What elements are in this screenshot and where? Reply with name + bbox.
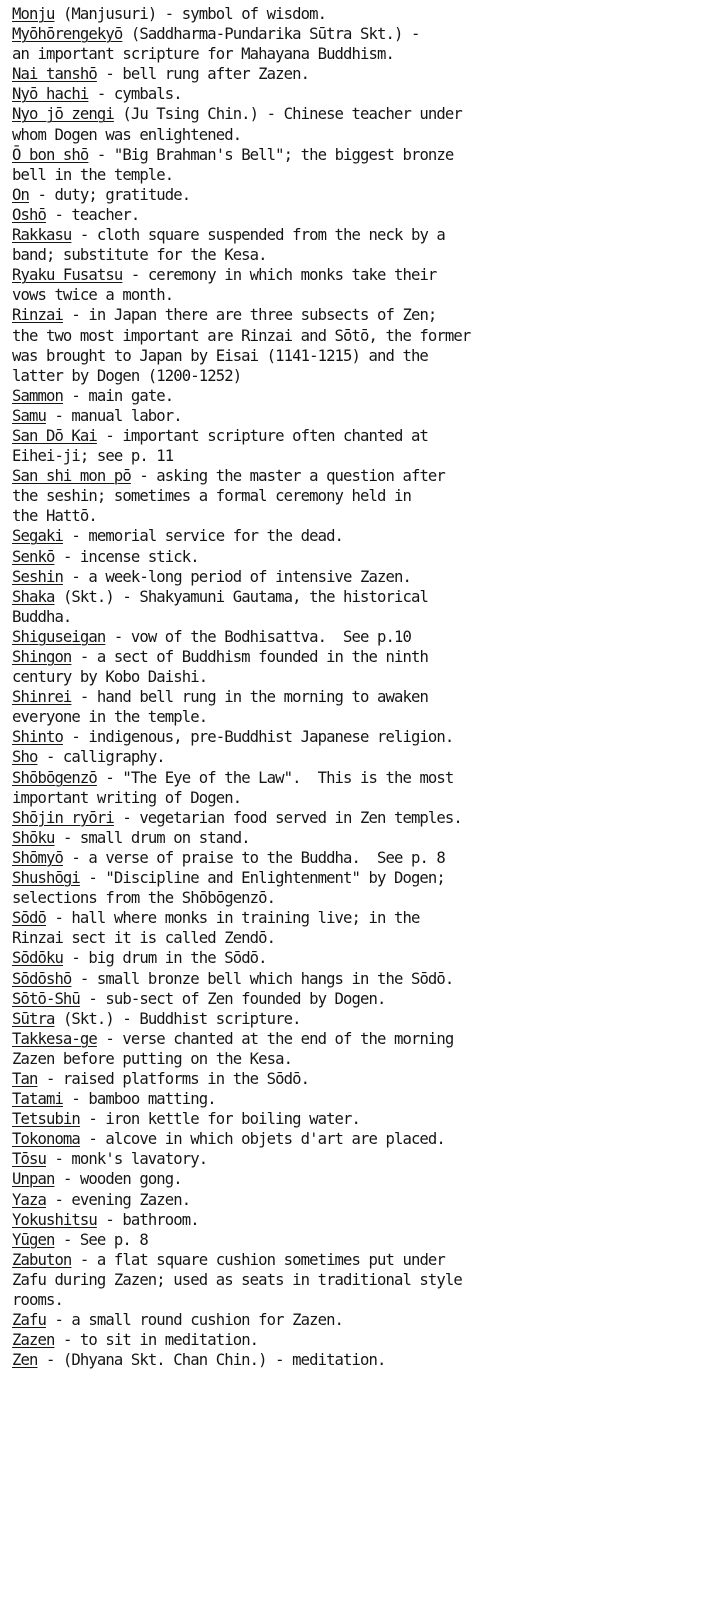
glossary-definition: - bamboo matting. — [62, 1090, 216, 1109]
glossary-definition-line: an important scripture for Mahayana Buddhism. — [12, 45, 394, 64]
glossary-definition: - indigenous, pre-Buddhist Japanese religion. — [62, 728, 454, 747]
glossary-entry-continuation — [12, 285, 705, 305]
glossary-entry — [12, 868, 705, 888]
glossary-term: Rakkasu — [12, 226, 72, 245]
glossary-term: Shinrei — [12, 688, 72, 707]
glossary-entry-continuation — [12, 245, 705, 265]
glossary-entry — [12, 1350, 705, 1370]
glossary-term: Sōdōshō — [12, 969, 72, 988]
glossary-term: Oshō — [12, 205, 46, 224]
glossary-definition-line: Zafu during Zazen; used as seats in traditional style — [12, 1270, 462, 1289]
glossary-entry — [12, 1029, 705, 1049]
glossary-term: Shōbōgenzō — [12, 768, 97, 787]
glossary-definition-line: band; substitute for the Kesa. — [12, 246, 267, 265]
glossary-entry — [12, 24, 705, 44]
glossary-definition: (Skt.) - Shakyamuni Gautama, the historical — [54, 587, 428, 606]
glossary-definition: - a flat square cushion sometimes put under — [71, 1250, 445, 1269]
glossary-entry — [12, 526, 705, 546]
glossary-entry — [12, 1310, 705, 1330]
glossary-definition: - a sect of Buddhism founded in the ninth — [71, 648, 428, 666]
glossary-definition: - alcove in which objets d'art are placed. — [79, 1130, 445, 1149]
glossary-definition: (Skt.) - Buddhist scripture. — [54, 1009, 301, 1028]
glossary-entry-continuation — [12, 446, 705, 466]
glossary-entry — [12, 647, 705, 667]
glossary-entry-continuation — [12, 1049, 705, 1069]
glossary-definition: - evening Zazen. — [45, 1190, 191, 1209]
glossary-definition-line: bell in the temple. — [12, 165, 174, 184]
glossary-definition: - vow of the Bodhisattva. See p.10 — [105, 627, 411, 646]
glossary-entry — [12, 1109, 705, 1129]
glossary-definition: - (Dhyana Skt. Chan Chin.) - meditation. — [37, 1351, 386, 1370]
glossary-entry-continuation — [12, 607, 705, 627]
glossary-entry — [12, 687, 705, 707]
glossary-definition: - main gate. — [62, 386, 174, 405]
glossary-definition: - vegetarian food served in Zen temples. — [113, 808, 462, 827]
glossary-definition: - a small round cushion for Zazen. — [45, 1311, 344, 1330]
glossary-entry-continuation — [12, 486, 705, 506]
glossary-entry — [12, 989, 705, 1009]
glossary-definition: - calligraphy. — [37, 748, 165, 767]
glossary-entry-continuation — [12, 506, 705, 526]
glossary-term: Myōhōrengekyō — [12, 25, 123, 44]
glossary-entry — [12, 1009, 705, 1029]
glossary-definition: - to sit in meditation. — [54, 1331, 259, 1350]
glossary-term: Yokushitsu — [12, 1210, 97, 1229]
glossary-term: Shōku — [12, 828, 55, 847]
glossary-definition: - cymbals. — [88, 85, 182, 104]
glossary-entry — [12, 4, 705, 24]
glossary-definition: - hall where monks in training live; in the — [45, 909, 420, 928]
glossary-entry — [12, 205, 705, 225]
glossary-entry-continuation — [12, 707, 705, 727]
glossary-term: Shinto — [12, 728, 63, 747]
glossary-term: Seshin — [12, 567, 63, 586]
glossary-term: Shingon — [12, 648, 72, 666]
glossary-entry — [12, 145, 705, 165]
glossary-entry — [12, 1149, 705, 1169]
glossary-definition: - raised platforms in the Sōdō. — [37, 1069, 310, 1088]
glossary-term: Tōsu — [12, 1150, 46, 1169]
glossary-entry-continuation — [12, 44, 705, 64]
glossary-entry — [12, 84, 705, 104]
glossary-definition: - a week-long period of intensive Zazen. — [62, 567, 411, 586]
glossary-definition: - a verse of praise to the Buddha. See p. 8 — [62, 848, 445, 867]
glossary-definition: - hand bell rung in the morning to awaken — [71, 688, 428, 707]
glossary-term: Shaka — [12, 587, 55, 606]
glossary-definition: - small drum on stand. — [54, 828, 250, 847]
glossary-entry-continuation — [12, 326, 705, 346]
glossary-term: Segaki — [12, 527, 63, 546]
glossary-entry — [12, 828, 705, 848]
glossary-entry — [12, 104, 705, 124]
glossary-term: Nyo jō zengi — [12, 105, 114, 124]
glossary-entry-continuation — [12, 1290, 705, 1310]
glossary-definition: - sub-sect of Zen founded by Dogen. — [79, 989, 386, 1008]
glossary-entry — [12, 1129, 705, 1149]
glossary-definition: (Saddharma-Pundarika Sūtra Skt.) - — [122, 25, 420, 44]
glossary-term: Zafu — [12, 1311, 46, 1330]
glossary-term: Ō bon shō — [12, 145, 89, 164]
glossary-term: Monju — [12, 5, 55, 23]
glossary-definition: - small bronze bell which hangs in the Sōdō. — [71, 969, 454, 988]
glossary-term: Yaza — [12, 1190, 46, 1209]
glossary-entry — [12, 948, 705, 968]
glossary-entry — [12, 386, 705, 406]
glossary-definition: (Ju Tsing Chin.) - Chinese teacher under — [113, 105, 462, 124]
glossary-entry — [12, 1169, 705, 1189]
glossary-entry — [12, 808, 705, 828]
glossary-definition-line: the Hattō. — [12, 507, 97, 526]
glossary-definition: - memorial service for the dead. — [62, 527, 344, 546]
glossary-entry — [12, 1089, 705, 1109]
glossary-entry — [12, 627, 705, 647]
glossary-entry-continuation — [12, 346, 705, 366]
glossary-definition-line: Zazen before putting on the Kesa. — [12, 1049, 293, 1068]
glossary-definition-line: the two most important are Rinzai and Sōtō, the former — [12, 326, 471, 345]
glossary-definition: - "The Eye of the Law". This is the most — [96, 768, 454, 787]
glossary-term: Ryaku Fusatsu — [12, 266, 123, 285]
glossary-entry — [12, 969, 705, 989]
glossary-entry — [12, 768, 705, 788]
glossary-term: On — [12, 185, 29, 204]
glossary-term: Sōtō-Shū — [12, 989, 80, 1008]
glossary-definition: - "Discipline and Enlightenment" by Dogen; — [79, 869, 445, 888]
glossary-entry — [12, 1210, 705, 1230]
glossary-entry — [12, 265, 705, 285]
glossary-term: Zabuton — [12, 1250, 72, 1269]
glossary-definition-line: selections from the Shōbōgenzō. — [12, 889, 276, 908]
glossary-term: Shiguseigan — [12, 627, 106, 646]
glossary-definition: - ceremony in which monks take their — [122, 266, 437, 285]
glossary-definition: - asking the master a question after — [130, 467, 445, 486]
glossary-definition-line: was brought to Japan by Eisai (1141-1215) and the — [12, 346, 428, 365]
glossary-term: Sōdō — [12, 909, 46, 928]
glossary-definition: - wooden gong. — [54, 1170, 182, 1189]
glossary-entry — [12, 1069, 705, 1089]
glossary-definition-line: whom Dogen was enlightened. — [12, 125, 242, 144]
glossary-definition: - "Big Brahman's Bell"; the biggest bronze — [88, 145, 454, 164]
glossary-definition-line: vows twice a month. — [12, 286, 174, 305]
glossary-term: Nai tanshō — [12, 65, 97, 84]
glossary-definition: - iron kettle for boiling water. — [79, 1110, 361, 1129]
glossary-term: Sōdōku — [12, 949, 63, 968]
glossary-entry — [12, 1230, 705, 1250]
glossary-term: Sammon — [12, 386, 63, 405]
glossary-entry-continuation — [12, 366, 705, 386]
glossary-entry — [12, 747, 705, 767]
glossary-definition: - teacher. — [45, 205, 140, 224]
glossary-definition-line: century by Kobo Daishi. — [12, 668, 208, 687]
glossary-entry — [12, 1330, 705, 1350]
glossary-term: Sūtra — [12, 1009, 55, 1028]
glossary-entry — [12, 185, 705, 205]
glossary-entry — [12, 305, 705, 325]
glossary-entry — [12, 426, 705, 446]
glossary-term: Sho — [12, 748, 38, 767]
glossary-entry — [12, 848, 705, 868]
glossary-entry — [12, 1250, 705, 1270]
glossary-definition: - bathroom. — [96, 1210, 199, 1229]
glossary-definition: - manual labor. — [45, 406, 182, 425]
glossary-entry-continuation — [12, 788, 705, 808]
glossary-term: San Dō Kai — [12, 426, 97, 445]
glossary-entry — [12, 225, 705, 245]
glossary-term: Shōmyō — [12, 848, 63, 867]
glossary-definition: - bell rung after Zazen. — [96, 65, 310, 84]
glossary-entry — [12, 567, 705, 587]
glossary-term: Senkō — [12, 547, 55, 566]
glossary-list — [12, 4, 705, 1370]
glossary-term: Tatami — [12, 1090, 63, 1109]
glossary-entry — [12, 587, 705, 607]
glossary-definition-line: Eihei-ji; see p. 11 — [12, 447, 174, 466]
glossary-term: Rinzai — [12, 306, 63, 325]
glossary-term: Takkesa-ge — [12, 1029, 97, 1048]
glossary-definition-line: latter by Dogen (1200-1252) — [12, 366, 242, 385]
glossary-definition: - in Japan there are three subsects of Zen; — [62, 306, 437, 325]
glossary-definition: - monk's lavatory. — [45, 1150, 208, 1169]
glossary-term: Shōjin ryōri — [12, 808, 114, 827]
glossary-term: Unpan — [12, 1170, 55, 1189]
glossary-term: Shushōgi — [12, 869, 80, 888]
glossary-definition-line: Buddha. — [12, 607, 72, 626]
glossary-entry — [12, 908, 705, 928]
glossary-definition: - incense stick. — [54, 547, 199, 566]
glossary-term: Tokonoma — [12, 1130, 80, 1149]
glossary-entry — [12, 1190, 705, 1210]
glossary-term: San shi mon pō — [12, 467, 131, 486]
glossary-definition: - cloth square suspended from the neck by a — [71, 226, 445, 245]
glossary-entry-continuation — [12, 125, 705, 145]
glossary-definition: - big drum in the Sōdō. — [62, 949, 267, 968]
glossary-definition-line: important writing of Dogen. — [12, 788, 242, 807]
glossary-term: Samu — [12, 406, 46, 425]
glossary-definition-line: everyone in the temple. — [12, 708, 208, 727]
glossary-term: Nyō hachi — [12, 85, 89, 104]
glossary-definition: - See p. 8 — [54, 1230, 148, 1249]
glossary-entry-continuation — [12, 928, 705, 948]
glossary-definition: - verse chanted at the end of the morning — [96, 1029, 454, 1048]
glossary-definition-line: Rinzai sect it is called Zendō. — [12, 929, 276, 948]
glossary-entry-continuation — [12, 888, 705, 908]
glossary-definition: - important scripture often chanted at — [96, 426, 428, 445]
glossary-term: Zazen — [12, 1331, 55, 1350]
glossary-term: Tetsubin — [12, 1110, 80, 1129]
glossary-entry — [12, 547, 705, 567]
glossary-entry — [12, 466, 705, 486]
glossary-term: Tan — [12, 1069, 38, 1088]
glossary-entry — [12, 406, 705, 426]
glossary-entry — [12, 727, 705, 747]
glossary-definition-line: rooms. — [12, 1291, 63, 1309]
glossary-entry-continuation — [12, 667, 705, 687]
glossary-definition: (Manjusuri) - symbol of wisdom. — [54, 5, 327, 23]
glossary-definition-line: the seshin; sometimes a formal ceremony held in — [12, 487, 411, 506]
glossary-entry-continuation — [12, 165, 705, 185]
glossary-entry — [12, 64, 705, 84]
glossary-term: Yūgen — [12, 1230, 55, 1249]
glossary-definition: - duty; gratitude. — [28, 185, 191, 204]
glossary-entry-continuation — [12, 1270, 705, 1290]
glossary-term: Zen — [12, 1351, 38, 1370]
